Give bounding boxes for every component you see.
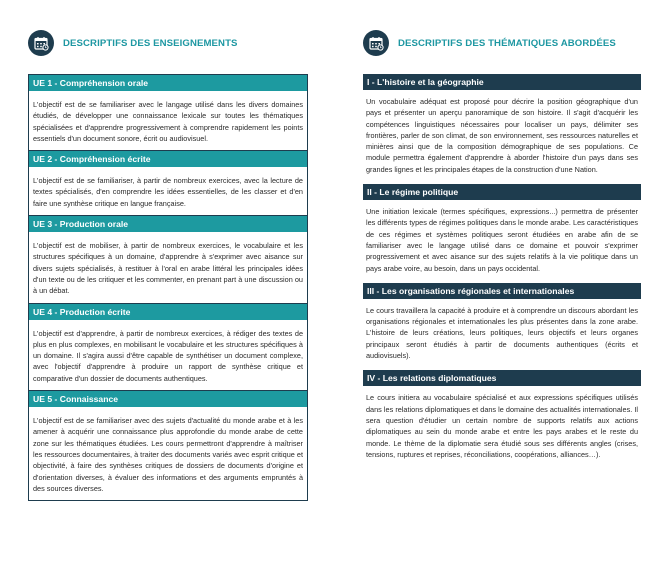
- enseignements-column: [28, 30, 308, 501]
- theme-heading: II - Le régime politique: [363, 184, 641, 200]
- ue-description: L'objectif est de se familiariser, à partir de nombreux exercices, avec la lecture de textes spécialisés, d'en comprendre les idées essentielles, de les classer et d'en faire une synthèse critique en langue française.: [33, 176, 303, 208]
- ue-block-2: [28, 150, 308, 215]
- enseignements-header: [28, 30, 308, 56]
- ue-heading: UE 4 - Production écrite: [29, 304, 307, 320]
- calendar-icon: [28, 30, 54, 56]
- ue-block-4: [28, 303, 308, 390]
- ue-heading: UE 2 - Compréhension écrite: [29, 151, 307, 167]
- ue-heading: UE 3 - Production orale: [29, 216, 307, 232]
- theme-description: Le cours travaillera la capacité à produire et à comprendre un discours abordant les organisations régionales et internationales les plus présentes dans la zone arabe. L'histoire de leurs créations, leurs politiques, leurs objectifs et leurs organes principaux seront étudiés à partir de documents authentiques (écrits et audiovisuels).: [366, 305, 638, 361]
- ue-block-3: [28, 215, 308, 302]
- ue-block-1: [28, 74, 308, 150]
- ue-heading: UE 1 - Compréhension orale: [29, 75, 307, 91]
- theme-description: Une initiation lexicale (termes spécifiques, expressions...) permettra de présenter les différents types de régimes politiques dans le monde arabe. Les caractéristiques de ces régimes et systèmes politiques seront étudiées en arabe afin de se familiariser avec le langage utilisé dans ce domaine et pouvoir s'exprimer progressivement et avec aisance sur des sujets relatifs à la vie politique dans un pays arabe voire, au besoin, dans un pays occidental.: [366, 207, 638, 273]
- ue-heading: UE 5 - Connaissance: [29, 391, 307, 407]
- theme-description: Un vocabulaire adéquat est proposé pour décrire la position géographique d'un pays et présenter un aperçu panoramique de son histoire. Il s'agit d'acquérir les compétences linguistiques nécessaires pour localiser un pays, délimiter ses frontières, parler de son climat, de son environnement, ses ressources naturelles et minières ainsi que de la composition démographique de ses populations. Ce module permettra également d'apprendre à aborder l'histoire d'un pays dans ses grandes lignes et les principales étapes de la construction d'une Nation.: [366, 97, 638, 174]
- ue-list: [28, 74, 308, 501]
- thematiques-header: [363, 30, 641, 56]
- ue-description: L'objectif est de mobiliser, à partir de nombreux exercices, le vocabulaire et les structures spécifiques à un domaine, d'apprendre à s'exprimer avec aisance sur divers sujets spécialisés, à restituer à l'oral en arabe littéral les principales idées d'un texte ou de les critiquer et les commenter, en prenant part à une discussion ou à un débat.: [33, 241, 303, 296]
- theme-block-3: [363, 283, 641, 361]
- theme-heading: I - L'histoire et la géographie: [363, 74, 641, 90]
- enseignements-title: DESCRIPTIFS DES ENSEIGNEMENTS: [63, 37, 238, 49]
- theme-block-1: [363, 74, 641, 175]
- theme-block-2: [363, 184, 641, 274]
- thematiques-column: [363, 30, 641, 469]
- ue-description: L'objectif est de se familiariser avec des sujets d'actualité du monde arabe et à les amener à acquérir une connaissance plus approfondie du monde arabe de cette zone sur les thématiques étudiées. Les cours permettront d'apprendre à maîtriser les ressources documentaires, à traiter des documents variés avec esprit critique et objectivité, à faire des synthèses critiques de dossiers de documents d'origine et d'orientation diverses, à évaluer des informations et des arguments empruntés à des sources diverses.: [33, 416, 303, 493]
- ue-block-5: [28, 390, 308, 501]
- theme-description: Le cours initiera au vocabulaire spécialisé et aux expressions spécifiques utilisés dans les relations diplomatiques et dans le domaine des actualités internationales. Il sera question d'étudier un certain nombre de supports relatifs aux actions diplomatiques au sein du monde arabe et entre les pays arabes et le reste du monde. Le thème de la diplomatie sera étudié sous ses différents angles (crises, tensions, ruptures et reprises, réconciliations, coopérations, alliances…).: [366, 393, 638, 459]
- calendar-icon: [363, 30, 389, 56]
- theme-block-4: [363, 370, 641, 460]
- theme-heading: IV - Les relations diplomatiques: [363, 370, 641, 386]
- ue-description: L'objectif est d'apprendre, à partir de nombreux exercices, à rédiger des textes de plus en plus complexes, en mobilisant le vocabulaire et les structures spécifiques à un domaine. Il s'agira aussi d'être capable de synthétiser un document complexe, avec l'objectif d'apprendre à produire un rapport de synthèse critique et comparative d'un dossier de documents authentiques.: [33, 328, 303, 383]
- theme-list: [363, 74, 641, 460]
- theme-heading: III - Les organisations régionales et internationales: [363, 283, 641, 299]
- thematiques-title: DESCRIPTIFS DES THÉMATIQUES ABORDÉES: [398, 37, 616, 49]
- ue-description: L'objectif est de se familiariser avec le langage utilisé dans les divers domaines étudiés, de développer une connaissance lexicale sur toutes les thématiques spécialisées et d'apprendre progressivement à comprendre rapidement les points essentiels d'un document sonore, écrit ou audiovisuel.: [33, 100, 303, 143]
